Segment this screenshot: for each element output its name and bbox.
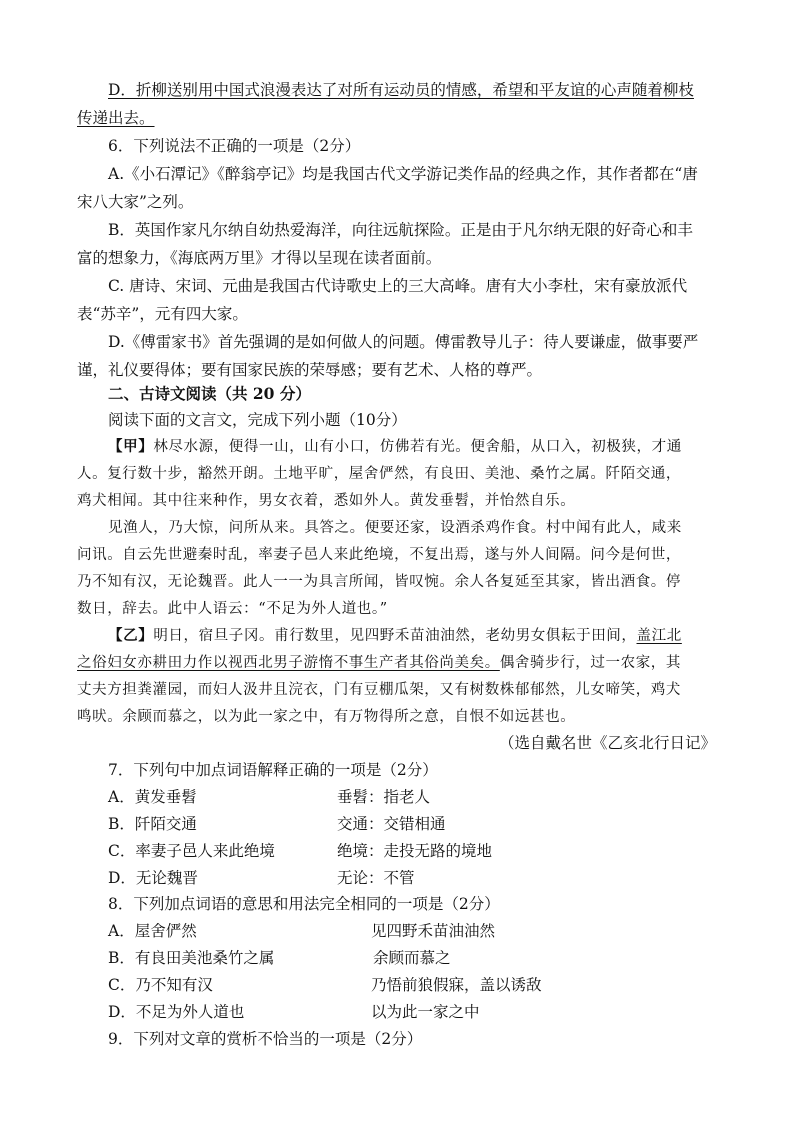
q8-option-c: C．乃不知有汉 [108,976,213,994]
passage-jia-p1-line2: 人。复行数十步，豁然开朗。土地平旷，屋舍俨然，有良田、美池、桑竹之属。阡陌交通， [77,466,681,482]
passage-yi-line2: 之俗妇女亦耕田力作以视西北男子游惰不事生产者其俗尚美矣。偶舍骑步行，过一农家，其 [77,655,682,671]
section-heading: 二、古诗文阅读（共 20 分） [108,384,311,403]
passage-jia-p2-line1: 见渔人，乃大惊，问所从来。具答之。便要还家，设酒杀鸡作食。村中闻有此人，咸来 [108,520,682,536]
q7-option-b-explanation: 交通：交错相通 [337,815,446,833]
q8-option-c-compare: 乃悟前狼假寐，盖以诱敌 [371,976,542,994]
q7-option-a: A．黄发垂髫 [108,788,197,806]
passage-yi-line3: 丈夫方担粪灌园，而妇人汲井且浣衣，门有豆棚瓜架，又有树数株郁郁然，儿女啼笑，鸡犬 [77,682,681,698]
q6-option-b-line2: 富的想象力，《海底两万里》才得以呈现在读者面前。 [77,249,442,267]
q6-option-a-line1: A.《小石潭记》《醉翁亭记》均是我国古代文学游记类作品的经典之作，其作者都在“唐 [108,165,698,183]
passage-jia-p1-line1: 【甲】林尽水源，便得一山，山有小口，仿佛若有光。便舍船，从口入，初极狭，才通 [108,438,682,455]
q7-option-d-explanation: 无论：不管 [337,869,415,887]
q8-option-d: D．不足为外人道也 [108,1003,245,1021]
q8-option-b-compare: 余顾而慕之 [373,949,451,967]
q8-option-d-compare: 以为此一家之中 [371,1003,480,1021]
passage-jia-p2-line3: 乃不知有汉，无论魏晋。此人一一为具言所闻，皆叹惋。余人各复延至其家，皆出酒食。停 [77,574,681,590]
q6-option-a-line2: 宋八大家”之列。 [77,193,194,211]
passage-jia-p2-line4: 数日，辞去。此中人语云：“不足为外人道也。” [77,601,388,617]
passage-yi-line4: 鸣吠。余顾而慕之，以为此一家之中，有万物得所之意，自恨不如远甚也。 [77,709,576,725]
q6-option-c-line2: 表“苏辛”，元有四大家。 [77,305,248,323]
passage-jia-label: 【甲】 [108,438,154,455]
section-instruction: 阅读下面的文言文，完成下列小题（10分） [108,411,407,429]
passage-yi-line1: 【乙】明日，宿旦子冈。甫行数里，见四野禾苗油油然，老幼男女俱耘于田间，盖江北 [108,627,682,644]
passage-jia-p1-line3: 鸡犬相闻。其中往来种作，男女衣着，悉如外人。黄发垂髫，并怡然自乐。 [77,493,576,509]
q5-option-d-line2: 传递出去。 [77,109,155,127]
q7-option-b: B．阡陌交通 [108,815,197,833]
q6-option-d-line1: D.《傅雷家书》首先强调的是如何做人的问题。傅雷教导儿子：待人要谦虚，做事要严 [108,333,699,351]
passage-yi-label: 【乙】 [108,627,154,644]
q7-option-c: C．率妻子邑人来此绝境 [108,842,275,860]
q7-option-a-explanation: 垂髫：指老人 [337,788,431,806]
q9-stem: 9．下列对文章的赏析不恰当的一项是（2分） [108,1030,423,1048]
q6-stem: 6．下列说法不正确的一项是（2分） [108,137,361,155]
q7-option-d: D．无论魏晋 [108,869,198,887]
q6-option-c-line1: C. 唐诗、宋词、元曲是我国古代诗歌史上的三大高峰。唐有大小李杜，宋有豪放派代 [108,277,688,295]
passage-source: （选自戴名世《乙亥北行日记》 [498,734,716,752]
q7-option-c-explanation: 绝境：走投无路的境地 [337,842,493,860]
q8-option-a: A．屋舍俨然 [108,922,197,940]
q6-option-d-line2: 谨，礼仪要得体；要有国家民族的荣辱感；要有艺术、人格的尊严。 [77,361,543,379]
passage-jia-p2-line2: 问讯。自云先世避秦时乱，率妻子邑人来此绝境，不复出焉，遂与外人间隔。问今是何世， [77,547,681,563]
q8-option-a-compare: 见四野禾苗油油然 [371,922,496,940]
q7-stem: 7．下列句中加点词语解释正确的一项是（2分） [108,761,438,779]
q8-stem: 8．下列加点词语的意思和用法完全相同的一项是（2分） [108,895,500,913]
q5-option-d-line1: D．折柳送别用中国式浪漫表达了对所有运动员的情感，希望和平友谊的心声随着柳枝 [108,81,694,99]
q8-option-b: B．有良田美池桑竹之属 [108,949,275,967]
q6-option-b-line1: B．英国作家凡尔纳自幼热爱海洋，向往远航探险。正是由于凡尔纳无限的好奇心和丰 [108,221,693,239]
